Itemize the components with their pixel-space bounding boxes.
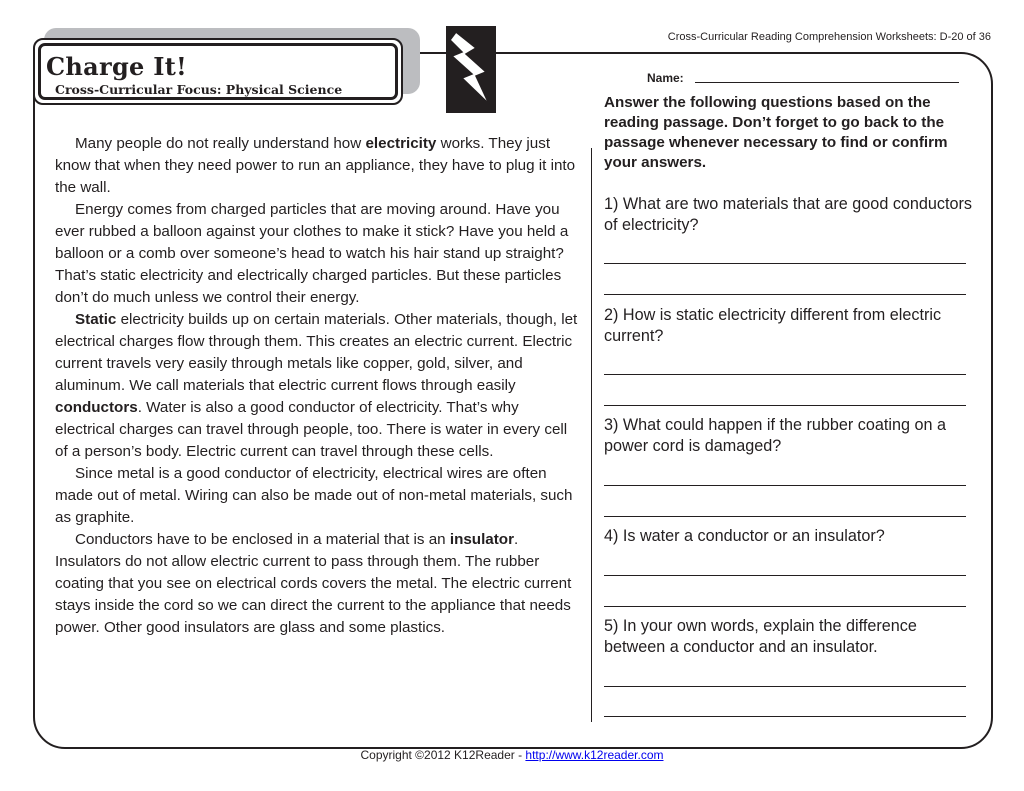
passage-text: electricity builds up on certain materials. Other materials, though, let electrical charges flow through them. This creates an electric current. Electric current travels very easily through metals like copper, gold, silver, and aluminum. We call materials that electric current flows through easily: [55, 311, 578, 394]
passage-text: Many people do not really understand how: [75, 135, 366, 152]
k12reader-link[interactable]: http://www.k12reader.com: [525, 748, 664, 762]
question-3: 3) What could happen if the rubber coating on a power cord is damaged?: [604, 416, 946, 455]
answer-line-2a[interactable]: [604, 374, 966, 375]
answer-line-5a[interactable]: [604, 686, 966, 687]
passage-paragraph-4: Since metal is a good conductor of electricity, electrical wires are often made out of metal. Wiring can also be made out of non-metal materials, such as graphite.: [55, 465, 573, 526]
vocab-term-electricity: electricity: [365, 135, 437, 152]
question-5: 5) In your own words, explain the difference between a conductor and an insulator.: [604, 617, 917, 656]
passage-paragraph-2: Energy comes from charged particles that are moving around. Have you ever rubbed a balloon against your clothes to make it stick? Have you held a balloon or a comb over someone’s head to watch his hair stand up straight? That’s static electricity and electrically charged particles. But these particles don’t do much unless we control their energy.: [55, 201, 569, 306]
vocab-term-static: Static: [75, 311, 117, 328]
passage-text: . Insulators do not allow electric current to pass through them. The rubber coating that you see on electrical cords covers the metal. The electric current stays inside the cord so we can direct the current to the appliance that needs power. Other good insulators are glass and some plastics.: [55, 531, 572, 636]
instructions: Answer the following questions based on the reading passage. Don’t forget to go back to the passage whenever necessary to find or confirm your answers.: [604, 94, 948, 171]
copyright-text: Copyright ©2012 K12Reader -: [360, 748, 526, 762]
passage-paragraph-3: [55, 309, 580, 463]
question-4: 4) Is water a conductor or an insulator?: [604, 527, 885, 545]
vocab-term-insulator: insulator: [449, 531, 514, 548]
reading-passage: [55, 133, 580, 639]
name-answer-line[interactable]: [695, 82, 959, 83]
name-label: Name:: [647, 71, 684, 85]
passage-text: Conductors have to be enclosed in a material that is an: [75, 531, 450, 548]
column-divider: [591, 148, 592, 722]
vocab-term-conductors: conductors: [55, 399, 138, 416]
answer-line-2b[interactable]: [604, 405, 966, 406]
answer-line-3b[interactable]: [604, 516, 966, 517]
passage-paragraph-1: [55, 133, 580, 199]
answer-line-4b[interactable]: [604, 606, 966, 607]
passage-paragraph-5: [55, 529, 580, 639]
lightning-bolt-icon: [446, 26, 496, 113]
question-1: 1) What are two materials that are good conductors of electricity?: [604, 195, 972, 234]
answer-line-4a[interactable]: [604, 575, 966, 576]
worksheet-series-header: Cross-Curricular Reading Comprehension Worksheets: D-20 of 36: [667, 31, 991, 43]
worksheet-subtitle: Cross-Curricular Focus: Physical Science: [55, 82, 343, 97]
footer: [0, 748, 1024, 762]
passage-text: works. They just know that when they need power to run an appliance, they have to plug it into the wall.: [55, 135, 576, 196]
answer-line-3a[interactable]: [604, 485, 966, 486]
worksheet-title: Charge It!: [46, 52, 187, 81]
question-2: 2) How is static electricity different from electric current?: [604, 306, 942, 345]
passage-text: . Water is also a good conductor of electricity. That’s why electrical charges can travel through people, too. There is water in every cell of a person’s body. Electric current can travel through these cells.: [55, 399, 568, 460]
answer-line-1a[interactable]: [604, 263, 966, 264]
answer-line-1b[interactable]: [604, 294, 966, 295]
answer-line-5b[interactable]: [604, 716, 966, 717]
